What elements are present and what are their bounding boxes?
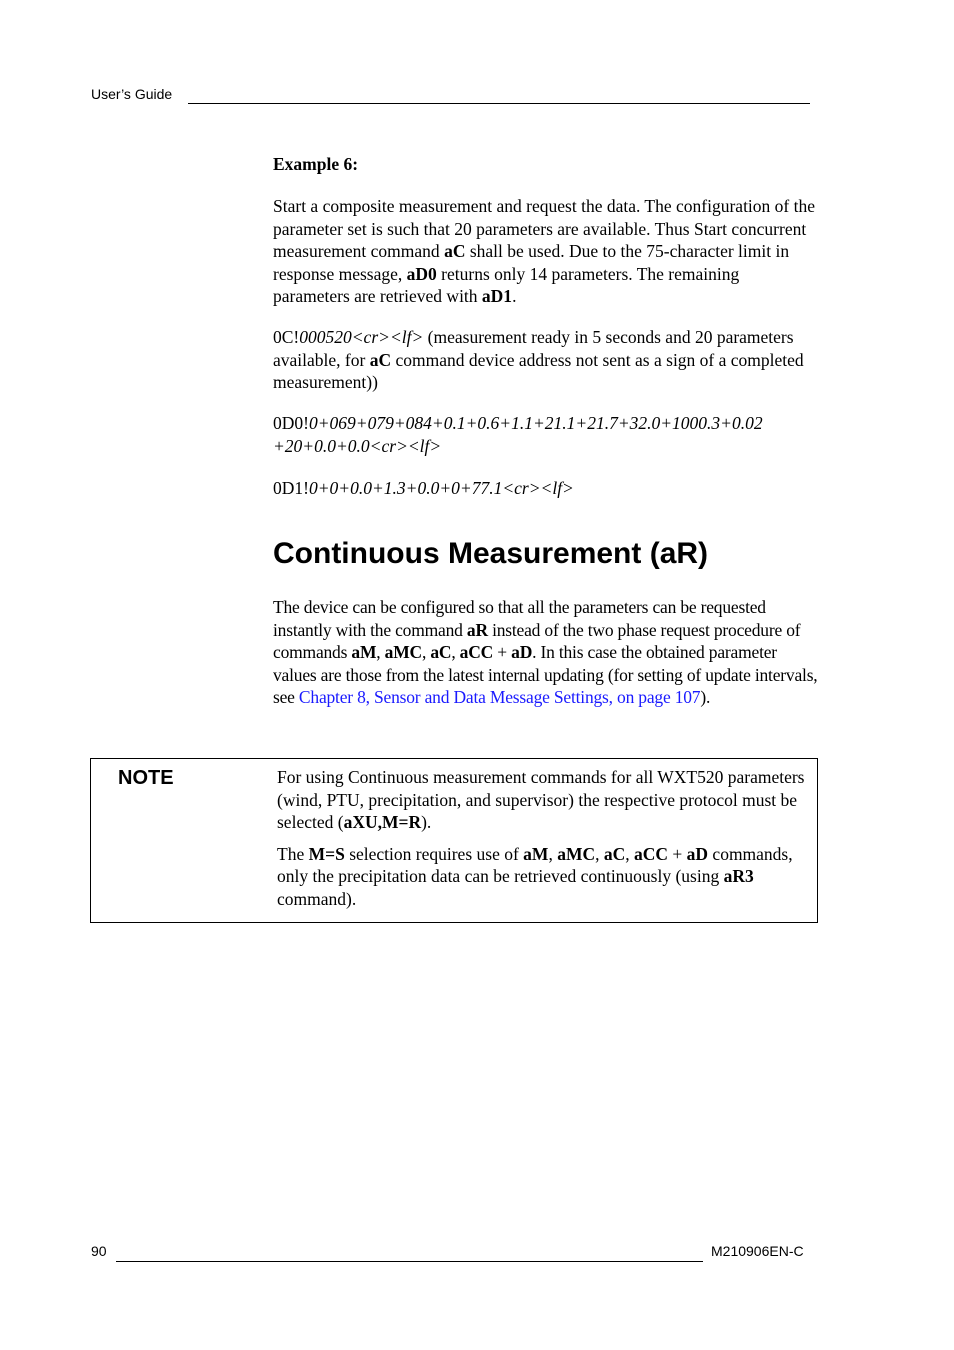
header-rule (188, 103, 810, 104)
command-am: aM (523, 843, 549, 864)
command-axu-m-r: aXU,M=R (343, 812, 422, 832)
section-body-paragraph (273, 596, 818, 709)
command-response: 000520<cr><lf> (299, 327, 424, 347)
document-code: M210906EN-C (711, 1243, 804, 1259)
page-number: 90 (91, 1243, 107, 1259)
text: For using Continuous measurement commands for all WXT520 parameters (wind, PTU, precipitation, and supervisor) the respective protocol must be selected ( (277, 767, 805, 832)
command-ad0: aD0 (406, 263, 437, 284)
text: command). (277, 888, 357, 909)
text: , (376, 642, 385, 662)
command-ac: aC (430, 642, 452, 662)
footer-rule (116, 1261, 703, 1262)
command-response: 0+0+0.0+1.3+0.0+0+77.1<cr><lf> (308, 478, 574, 498)
command-acc: aCC (634, 843, 669, 864)
text: shall be used. Due to the 75-character limit in response message, (273, 241, 790, 284)
text: ). (700, 687, 711, 707)
text: . (512, 286, 517, 306)
command-ar: aR (466, 619, 488, 640)
text: , (548, 843, 558, 864)
text: command device address not sent as a sign of a completed measurement)) (273, 349, 804, 392)
example-intro-paragraph (273, 195, 818, 308)
note-box (90, 758, 818, 923)
note-label: NOTE (118, 767, 174, 789)
text: instead of the two phase request procedure of commands (273, 619, 801, 662)
section-title: Continuous Measurement (aR) (273, 537, 709, 570)
example-heading (273, 153, 818, 176)
text: , (451, 642, 460, 662)
command-am: aM (351, 642, 377, 662)
text: The (277, 843, 309, 864)
text: Start a composite measurement and request the data. The configuration of the parameter set is such that 20 parameters are available. Thus Start concurrent measurement command (273, 196, 815, 261)
text: returns only 14 parameters. The remaining parameters are retrieved with (273, 263, 740, 306)
text: ). (421, 812, 432, 832)
command-ac: aC (603, 843, 626, 864)
setting-m-s: M=S (308, 843, 345, 864)
text: The device can be configured so that all the parameters can be requested instantly with the command (273, 597, 766, 640)
note-paragraph-1 (277, 766, 812, 834)
command-ar3: aR3 (723, 866, 754, 886)
command-ac: aC (369, 349, 392, 370)
command-ad: aD (686, 843, 709, 864)
text: , (595, 843, 604, 864)
running-header: User’s Guide (91, 86, 173, 102)
text: (measurement ready in 5 seconds and 20 parameters available, for (273, 327, 794, 370)
command-amc: aMC (557, 843, 596, 864)
text: . In this case the obtained parameter values are those from the latest internal updating (for setting of update intervals, see (273, 642, 818, 707)
command-prefix: 0C! (273, 327, 300, 347)
command-example-1 (273, 326, 818, 394)
command-ad1: aD1 (481, 286, 513, 306)
command-example-3 (273, 477, 818, 500)
note-paragraph-2 (277, 843, 812, 911)
text: + (493, 642, 512, 662)
command-response-line2: +20+0.0+0.0<cr><lf> (273, 435, 442, 456)
command-acc: aCC (459, 642, 494, 662)
text: , (625, 843, 634, 864)
command-ad: aD (511, 642, 533, 662)
text: selection requires use of (344, 843, 524, 864)
example-heading-text: Example 6: (273, 154, 359, 174)
text: + (668, 843, 687, 864)
chapter-8-cross-reference-link[interactable]: Chapter 8, Sensor and Data Message Settings, on page 107 (298, 687, 701, 707)
command-ac: aC (444, 241, 466, 261)
text: commands, only the precipitation data can be retrieved continuously (using (277, 843, 793, 886)
note-body (277, 766, 812, 919)
text: , (421, 642, 431, 662)
command-example-2 (273, 412, 833, 457)
command-amc: aMC (384, 642, 422, 662)
command-prefix: 0D0! (273, 413, 309, 433)
command-response-line1: 0+069+079+084+0.1+0.6+1.1+21.1+21.7+32.0+1000.3+0.02 (308, 413, 763, 433)
command-prefix: 0D1! (273, 478, 309, 498)
